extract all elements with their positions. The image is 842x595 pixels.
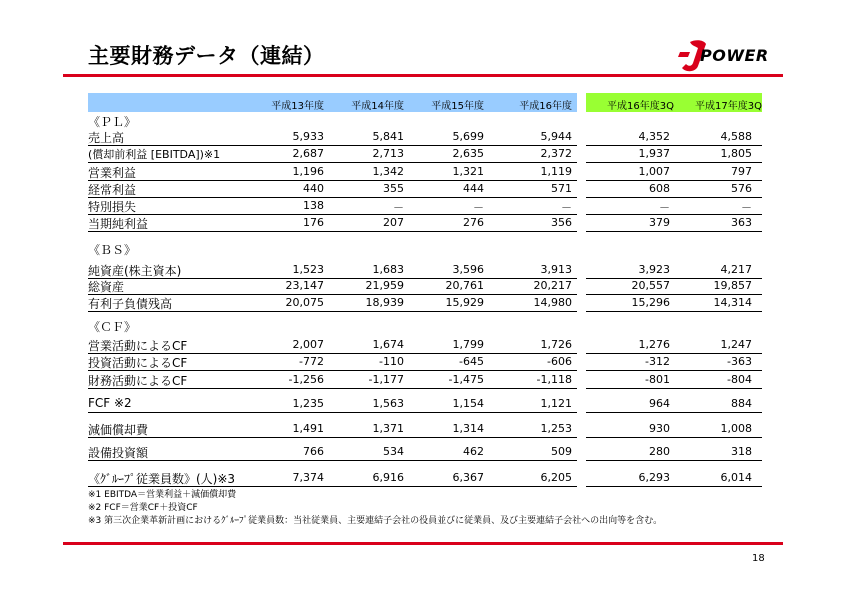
table-row [88, 444, 762, 461]
row-underline [88, 231, 577, 232]
table-cell: 280 [649, 445, 670, 458]
row-label: (償却前利益 [EBITDA])※1 [88, 148, 221, 161]
table-cell: 1,196 [292, 165, 324, 178]
row-label: 有利子負債残高 [88, 297, 173, 311]
table-cell: 5,933 [292, 130, 324, 143]
table-cell: 4,588 [720, 130, 752, 143]
section-cf: 《ＣＦ》 [88, 320, 137, 334]
row-underline [88, 311, 577, 312]
page-title: 主要財務データ（連結） [88, 44, 325, 68]
table-row [88, 164, 762, 181]
table-cell: 576 [731, 182, 752, 195]
table-cell: 884 [731, 397, 752, 410]
table-cell: 1,235 [292, 397, 324, 410]
row-underline [586, 388, 762, 389]
table-row [88, 337, 762, 354]
table-cell: 1,321 [452, 165, 484, 178]
table-cell: 19,857 [713, 279, 752, 292]
table-cell: 1,342 [372, 165, 404, 178]
table-cell: 20,217 [533, 279, 572, 292]
row-underline [586, 162, 762, 163]
table-cell: 1,491 [292, 422, 324, 435]
column-header: 平成13年度 [271, 101, 324, 112]
row-underline [586, 437, 762, 438]
table-cell: 1,253 [540, 422, 572, 435]
table-cell: 571 [551, 182, 572, 195]
table-row [88, 278, 762, 295]
title-divider [63, 74, 783, 77]
table-cell: 1,119 [540, 165, 572, 178]
table-cell: 4,352 [638, 130, 670, 143]
table-cell: 1,154 [452, 397, 484, 410]
table-cell: 23,147 [285, 279, 324, 292]
row-label: 総資産 [88, 280, 125, 294]
table-cell: 15,929 [445, 296, 484, 309]
table-cell: -1,177 [368, 373, 404, 386]
table-cell: 15,296 [631, 296, 670, 309]
table-cell: -606 [547, 355, 572, 368]
column-header: 平成17年度3Q [695, 101, 762, 112]
table-row [88, 129, 762, 146]
row-label: 営業利益 [88, 166, 137, 180]
row-underline [586, 311, 762, 312]
table-row [88, 421, 762, 438]
row-label: 売上高 [88, 131, 125, 145]
table-cell: 1,276 [638, 338, 670, 351]
footer-divider [63, 542, 783, 545]
table-cell: 1,007 [638, 165, 670, 178]
row-label: 減価償却費 [88, 423, 149, 437]
table-cell: 797 [731, 165, 752, 178]
table-cell: 534 [383, 445, 404, 458]
table-cell: 3,913 [540, 263, 572, 276]
table-cell: 1,937 [638, 147, 670, 160]
table-cell: 20,075 [285, 296, 324, 309]
table-cell: － [659, 201, 670, 214]
table-cell: 276 [463, 216, 484, 229]
table-cell: 6,014 [720, 471, 752, 484]
table-cell: 18,939 [365, 296, 404, 309]
table-row [88, 146, 762, 163]
table-cell: 21,959 [365, 279, 404, 292]
row-underline [586, 231, 762, 232]
table-cell: 1,247 [720, 338, 752, 351]
table-cell: 3,596 [452, 263, 484, 276]
table-cell: 1,008 [720, 422, 752, 435]
table-cell: 1,371 [372, 422, 404, 435]
table-cell: -1,256 [288, 373, 324, 386]
table-cell: 138 [303, 199, 324, 212]
table-cell: 4,217 [720, 263, 752, 276]
column-header: 平成14年度 [351, 101, 404, 112]
table-cell: 14,980 [533, 296, 572, 309]
table-cell: － [393, 201, 404, 214]
table-cell: 462 [463, 445, 484, 458]
table-cell: 766 [303, 445, 324, 458]
table-cell: 1,805 [720, 147, 752, 160]
logo-text: POWER [700, 46, 769, 65]
table-cell: 2,007 [292, 338, 324, 351]
table-cell: 964 [649, 397, 670, 410]
row-underline [88, 460, 577, 461]
table-cell: － [741, 201, 752, 214]
row-label: 当期純利益 [88, 217, 149, 231]
table-cell: 363 [731, 216, 752, 229]
table-cell: 318 [731, 445, 752, 458]
footnote: ※3 第三次企業革新計画におけるｸﾞﾙｰﾌﾟ従業員数：当社従業員、主要連結子会社の役員並びに従業員、及び主要連結子会社への出向等を含む。 [88, 516, 663, 526]
table-cell: 355 [383, 182, 404, 195]
table-cell: 2,635 [452, 147, 484, 160]
row-underline [88, 162, 577, 163]
row-underline [88, 370, 577, 371]
row-underline [88, 412, 577, 413]
table-cell: 2,687 [292, 147, 324, 160]
row-underline [586, 370, 762, 371]
row-label: 財務活動によるCF [88, 374, 188, 388]
table-row [88, 215, 762, 232]
column-header: 平成16年度3Q [607, 101, 674, 112]
table-cell: 6,916 [372, 471, 404, 484]
row-label: FCF ※2 [88, 396, 132, 410]
table-cell: -1,475 [448, 373, 484, 386]
table-cell: 3,923 [638, 263, 670, 276]
table-cell: -1,118 [536, 373, 572, 386]
section-bs: 《ＢＳ》 [88, 243, 137, 257]
row-underline [586, 486, 762, 487]
table-cell: 207 [383, 216, 404, 229]
table-cell: 379 [649, 216, 670, 229]
table-cell: － [473, 201, 484, 214]
table-cell: 1,674 [372, 338, 404, 351]
row-label: 設備投資額 [88, 446, 149, 460]
table-cell: 1,799 [452, 338, 484, 351]
table-cell: 440 [303, 182, 324, 195]
row-label: 特別損失 [88, 200, 137, 214]
table-cell: － [561, 201, 572, 214]
table-cell: 6,367 [452, 471, 484, 484]
section-pl: 《ＰＬ》 [88, 115, 137, 129]
table-cell: 2,372 [540, 147, 572, 160]
row-underline [586, 412, 762, 413]
table-cell: -312 [645, 355, 670, 368]
row-label: 投資活動によるCF [88, 356, 188, 370]
table-cell: -645 [459, 355, 484, 368]
table-cell: 176 [303, 216, 324, 229]
table-cell: -110 [379, 355, 404, 368]
table-row [88, 198, 762, 215]
table-cell: -804 [727, 373, 752, 386]
table-row [88, 396, 762, 413]
table-cell: 20,557 [631, 279, 670, 292]
table-row [88, 181, 762, 198]
table-cell: 1,726 [540, 338, 572, 351]
table-cell: 6,205 [540, 471, 572, 484]
table-cell: 6,293 [638, 471, 670, 484]
table-cell: -801 [645, 373, 670, 386]
table-cell: 20,761 [445, 279, 484, 292]
row-label: 《ｸﾞﾙｰﾌﾟ従業員数》(人)※3 [88, 472, 236, 486]
page-number: 18 [752, 553, 765, 564]
row-label: 営業活動によるCF [88, 339, 188, 353]
table-row [88, 262, 762, 279]
row-label: 純資産(株主資本) [88, 264, 182, 278]
table-cell: 444 [463, 182, 484, 195]
table-row [88, 354, 762, 371]
table-cell: 2,713 [372, 147, 404, 160]
table-cell: 14,314 [713, 296, 752, 309]
table-cell: 1,121 [540, 397, 572, 410]
table-row [88, 372, 762, 389]
table-cell: 356 [551, 216, 572, 229]
table-cell: -363 [727, 355, 752, 368]
table-row [88, 470, 762, 487]
table-cell: 5,944 [540, 130, 572, 143]
table-cell: 1,523 [292, 263, 324, 276]
table-cell: 930 [649, 422, 670, 435]
row-underline [88, 388, 577, 389]
footnote: ※1 EBITDA＝営業利益＋減価償却費 [88, 490, 237, 500]
table-cell: 5,699 [452, 130, 484, 143]
table-cell: -772 [299, 355, 324, 368]
footnote: ※2 FCF＝営業CF＋投資CF [88, 503, 198, 513]
table-cell: 1,683 [372, 263, 404, 276]
footnotes [88, 489, 662, 528]
table-row [88, 295, 762, 312]
row-underline [586, 460, 762, 461]
row-underline [88, 437, 577, 438]
table-cell: 1,314 [452, 422, 484, 435]
table-cell: 5,841 [372, 130, 404, 143]
table-cell: 1,563 [372, 397, 404, 410]
row-label: 経常利益 [88, 183, 137, 197]
column-header: 平成15年度 [431, 101, 484, 112]
table-cell: 7,374 [292, 471, 324, 484]
column-header: 平成16年度 [519, 101, 572, 112]
table-cell: 608 [649, 182, 670, 195]
row-underline [88, 486, 577, 487]
table-cell: 509 [551, 445, 572, 458]
